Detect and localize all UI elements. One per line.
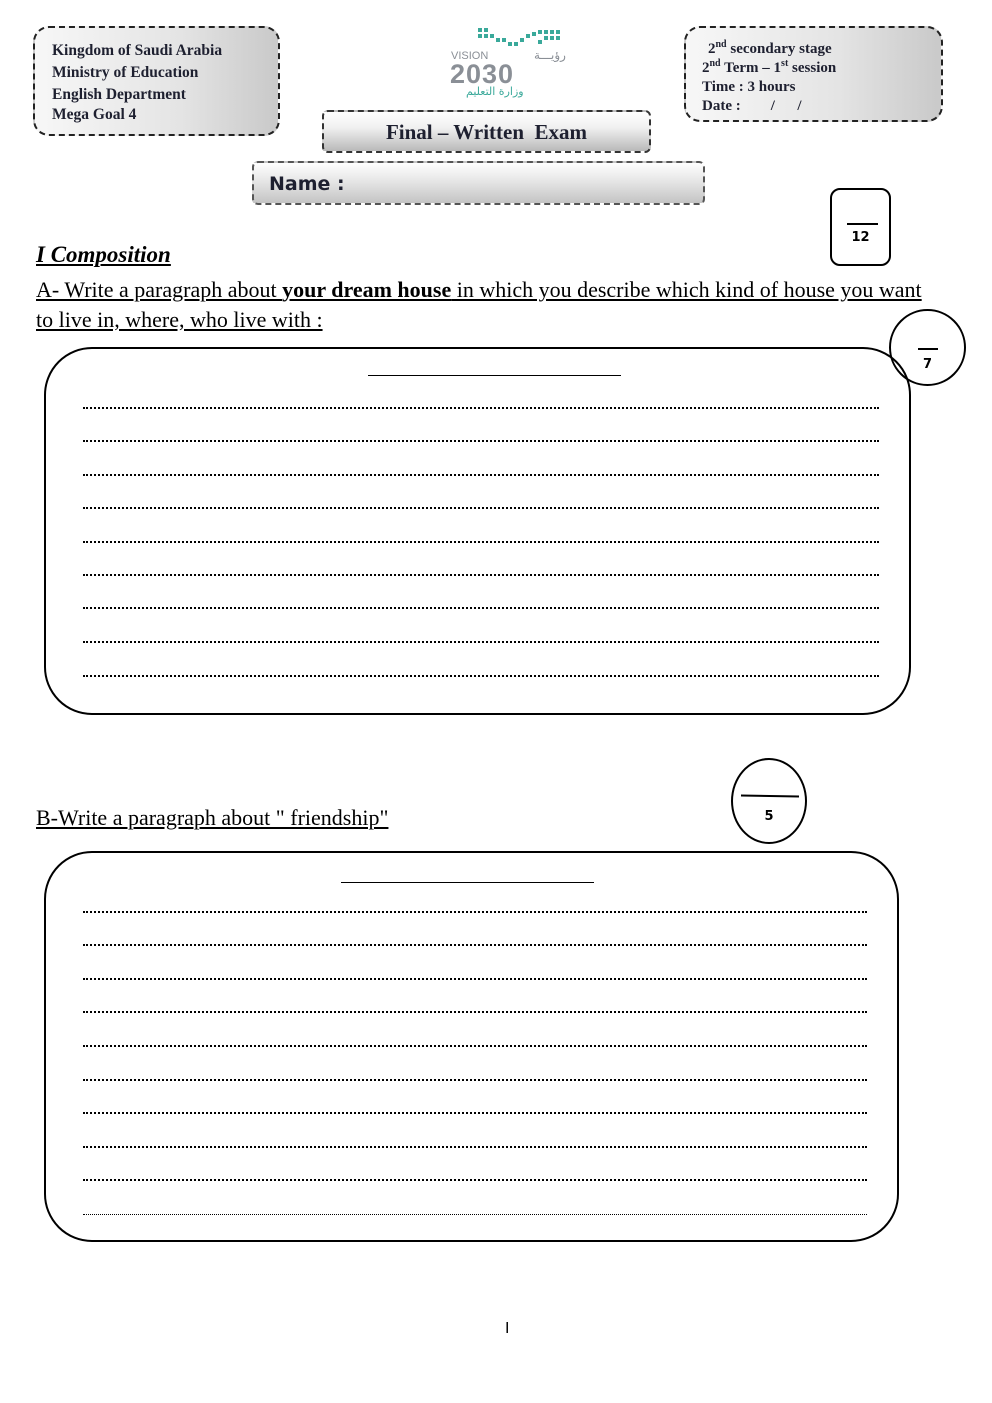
answer-b-line[interactable] [83, 1214, 867, 1215]
answer-a-line[interactable] [83, 407, 879, 409]
term-text: Term – 1 [720, 60, 782, 76]
answer-a-line[interactable] [83, 474, 879, 476]
question-a-suffix: in which you describe which kind of house you want to live in, where, who live with : [36, 277, 922, 332]
answer-b-line[interactable] [83, 1045, 867, 1047]
header-date: Date : / / [702, 98, 802, 114]
answer-b-line[interactable] [83, 1079, 867, 1081]
answer-a-line[interactable] [83, 574, 879, 576]
header-time: Time : 3 hours [702, 79, 796, 95]
header-line-department: English Department [52, 86, 186, 103]
logo-ministry-ar-text: وزارة التعليم [466, 85, 524, 98]
answer-b-line[interactable] [83, 1011, 867, 1013]
logo-vision-ar-text: رؤيـــة [534, 48, 566, 62]
score-line [741, 794, 799, 797]
answer-b-line[interactable] [83, 944, 867, 946]
answer-b-title-line [341, 882, 594, 883]
question-a-topic: your dream house [282, 277, 452, 302]
term-suffix: nd [709, 58, 721, 69]
stage-suffix: nd [715, 39, 727, 50]
answer-a-line[interactable] [83, 440, 879, 442]
question-a-text [36, 275, 926, 335]
name-field[interactable]: Name : [252, 161, 705, 205]
score-line [918, 348, 938, 350]
logo-year-text: 2030 [450, 59, 515, 89]
header-exam-info [684, 26, 943, 122]
answer-b-line[interactable] [83, 978, 867, 980]
header-school-info [33, 26, 280, 136]
part-b-score-circle [731, 758, 807, 844]
answer-a-line[interactable] [83, 641, 879, 643]
header-line-book: Mega Goal 4 [52, 106, 137, 123]
page-number: I [505, 1320, 510, 1337]
vision-2030-logo [440, 26, 570, 98]
answer-box-a[interactable] [44, 347, 911, 715]
answer-b-line[interactable] [83, 911, 867, 913]
answer-a-line[interactable] [83, 507, 879, 509]
part-b-score-value: 5 [764, 809, 774, 824]
part-a-score-value: 7 [922, 357, 933, 372]
header-stage [702, 40, 941, 59]
section-title: I Composition [36, 242, 171, 267]
answer-a-line[interactable] [83, 541, 879, 543]
answer-b-line[interactable] [83, 1146, 867, 1148]
total-score-box [830, 188, 891, 266]
question-b-text: B-Write a paragraph about " friendship" [36, 805, 389, 830]
header-line-ministry: Ministry of Education [52, 64, 199, 81]
score-line [847, 223, 878, 225]
answer-b-line[interactable] [83, 1112, 867, 1114]
logo-vision-text: VISION [451, 50, 489, 62]
total-score-value: 12 [851, 230, 870, 245]
stage-number: 2 [708, 41, 716, 57]
stage-text: secondary stage [726, 41, 832, 57]
answer-b-line[interactable] [83, 1179, 867, 1181]
session-text: session [788, 60, 837, 76]
answer-a-title-line [368, 375, 621, 376]
term-number: 2 [702, 60, 710, 76]
session-suffix: st [781, 58, 789, 69]
answer-a-line[interactable] [83, 607, 879, 609]
question-a-prefix: A- Write a paragraph about [36, 277, 283, 302]
answer-a-line[interactable] [83, 675, 879, 677]
header-line-kingdom: Kingdom of Saudi Arabia [52, 42, 223, 59]
header-term [702, 59, 941, 78]
exam-title: Final – Written Exam [322, 110, 651, 153]
